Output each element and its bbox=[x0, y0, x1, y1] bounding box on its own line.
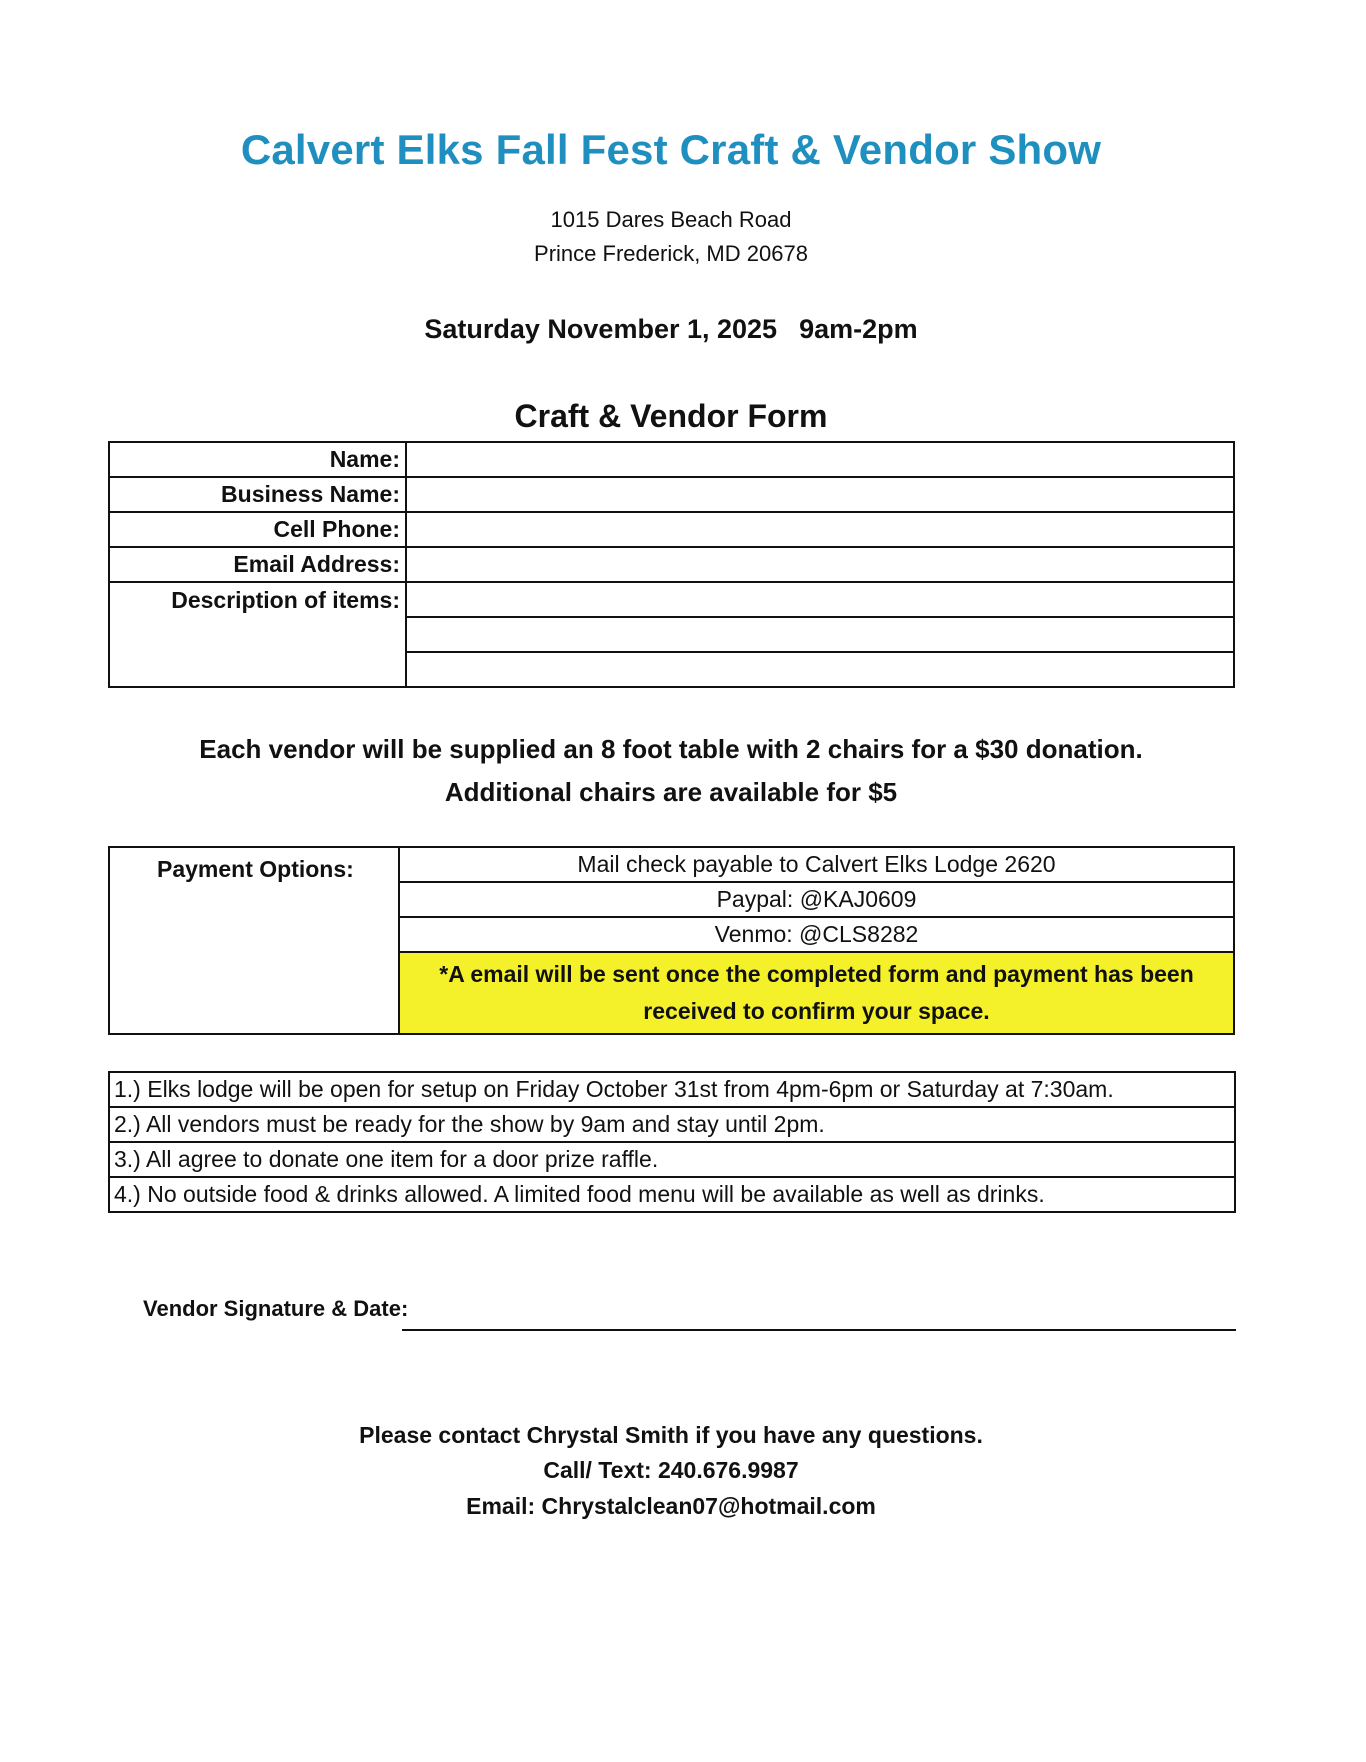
cell-phone-field[interactable] bbox=[406, 512, 1234, 547]
rule-row bbox=[109, 1072, 1235, 1107]
rule-row bbox=[109, 1107, 1235, 1142]
contact-email: Email: Chrystalclean07@hotmail.com bbox=[466, 1493, 876, 1519]
name-row bbox=[109, 442, 1234, 477]
rule-3: 3.) All agree to donate one item for a door prize raffle. bbox=[109, 1142, 1235, 1177]
event-time: 9am-2pm bbox=[799, 314, 918, 344]
signature-label: Vendor Signature & Date: bbox=[143, 1296, 409, 1321]
payment-options-label: Payment Options: bbox=[109, 847, 399, 1034]
email-field[interactable] bbox=[406, 547, 1234, 582]
email-row bbox=[109, 547, 1234, 582]
description-field-line-1[interactable] bbox=[406, 582, 1234, 617]
event-date-time bbox=[0, 314, 1342, 345]
name-field[interactable] bbox=[406, 442, 1234, 477]
fee-line-1: Each vendor will be supplied an 8 foot table with 2 chairs for a $30 donation. bbox=[199, 734, 1143, 764]
payment-option-venmo: Venmo: @CLS8282 bbox=[399, 917, 1234, 952]
name-label: Name: bbox=[109, 442, 406, 477]
business-name-label: Business Name: bbox=[109, 477, 406, 512]
contact-line-1: Please contact Chrystal Smith if you have any questions. bbox=[359, 1422, 983, 1448]
payment-option-paypal: Paypal: @KAJ0609 bbox=[399, 882, 1234, 917]
business-name-row bbox=[109, 477, 1234, 512]
fee-line-2: Additional chairs are available for $5 bbox=[444, 777, 898, 807]
rule-2: 2.) All vendors must be ready for the show by 9am and stay until 2pm. bbox=[109, 1107, 1235, 1142]
cell-phone-label: Cell Phone: bbox=[109, 512, 406, 547]
confirmation-note: *A email will be sent once the completed form and payment has been received to confirm your space. bbox=[399, 952, 1234, 1034]
address-line-2: Prince Frederick, MD 20678 bbox=[534, 241, 808, 266]
rule-1: 1.) Elks lodge will be open for setup on Friday October 31st from 4pm-6pm or Saturday at 7:30am. bbox=[109, 1072, 1235, 1107]
form-title: Craft & Vendor Form bbox=[514, 398, 828, 434]
description-label: Description of items: bbox=[109, 582, 406, 687]
vendor-info-table bbox=[108, 441, 1235, 688]
description-row bbox=[109, 582, 1234, 617]
payment-options-table bbox=[108, 846, 1235, 1035]
page-title: Calvert Elks Fall Fest Craft & Vendor Show bbox=[240, 126, 1102, 173]
rules-table bbox=[108, 1071, 1236, 1213]
email-label: Email Address: bbox=[109, 547, 406, 582]
payment-option-check: Mail check payable to Calvert Elks Lodge 2620 bbox=[399, 847, 1234, 882]
rule-row bbox=[109, 1142, 1235, 1177]
address-line-1: 1015 Dares Beach Road bbox=[550, 207, 792, 232]
contact-phone: Call/ Text: 240.676.9987 bbox=[543, 1457, 799, 1483]
rule-4: 4.) No outside food & drinks allowed. A limited food menu will be available as well as drinks. bbox=[109, 1177, 1235, 1212]
payment-row bbox=[109, 847, 1234, 882]
business-name-field[interactable] bbox=[406, 477, 1234, 512]
signature-line[interactable] bbox=[402, 1329, 1236, 1331]
rule-row bbox=[109, 1177, 1235, 1212]
description-field-line-2[interactable] bbox=[406, 617, 1234, 652]
description-field-line-3[interactable] bbox=[406, 652, 1234, 687]
cell-phone-row bbox=[109, 512, 1234, 547]
event-date: Saturday November 1, 2025 bbox=[424, 314, 778, 344]
